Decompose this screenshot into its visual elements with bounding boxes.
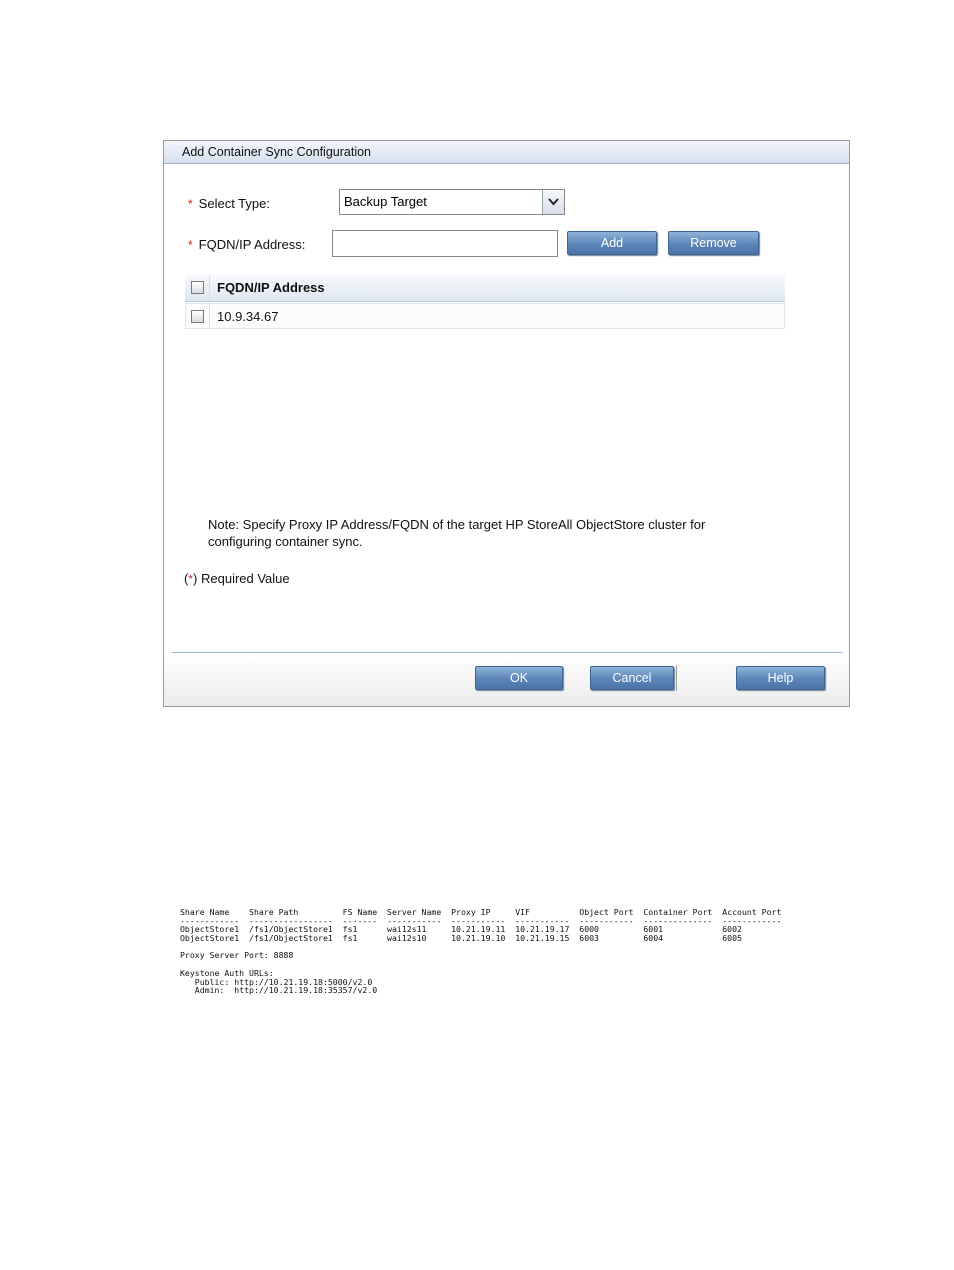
console-line	[180, 960, 860, 969]
note-text: Note: Specify Proxy IP Address/FQDN of the target HP StoreAll ObjectStore cluster for configuring container sync.	[208, 517, 706, 549]
help-button[interactable]: Help	[736, 666, 825, 690]
footer-divider	[172, 652, 843, 653]
address-label-text: FQDN/IP Address:	[198, 237, 306, 252]
row-address: 10.9.34.67	[217, 309, 279, 324]
console-line: Share Name Share Path FS Name Server Name Proxy IP VIF Object Port Container Port Account Port	[180, 907, 782, 917]
select-all-checkbox[interactable]	[191, 281, 204, 294]
add-button[interactable]: Add	[567, 231, 657, 255]
remove-button[interactable]: Remove	[668, 231, 759, 255]
table-row[interactable]	[185, 303, 785, 329]
required-marker: *	[188, 238, 193, 252]
cancel-button[interactable]: Cancel	[590, 666, 674, 690]
address-label	[188, 237, 305, 252]
select-type-label-text: Select Type:	[198, 196, 270, 211]
button-separator	[676, 665, 677, 691]
required-marker: *	[188, 572, 194, 586]
console-line: Admin: http://10.21.19.18:35357/v2.0	[180, 985, 378, 996]
select-type-dropdown[interactable]	[339, 189, 565, 215]
console-line: ObjectStore1 /fs1/ObjectStore1 fs1 wai12s11 10.21.19.11 10.21.19.17 6000 6001 6002	[180, 924, 742, 935]
address-table	[185, 275, 785, 329]
console-line: ObjectStore1 /fs1/ObjectStore1 fs1 wai12s10 10.21.19.10 10.21.19.15 6003 6004 6005	[180, 933, 742, 944]
chevron-down-icon[interactable]	[542, 190, 564, 214]
console-line: Public: http://10.21.19.18:5000/v2.0	[180, 976, 373, 987]
column-header-address: FQDN/IP Address	[217, 280, 325, 295]
ok-button[interactable]: OK	[475, 666, 563, 690]
paren-close: )	[193, 571, 198, 586]
console-line: Keystone Auth URLs:	[180, 967, 274, 978]
column-divider	[209, 304, 210, 328]
paren-open: (	[184, 571, 189, 586]
console-line: ------------ ----------------- ------- ----------- ----------- ----------- ----------- -------------- ------------	[180, 915, 782, 926]
dialog-title: Add Container Sync Configuration	[164, 141, 849, 164]
select-type-label	[188, 196, 270, 211]
column-divider	[209, 275, 210, 301]
console-line: Proxy Server Port: 8888	[180, 950, 294, 961]
required-value-legend	[184, 571, 290, 586]
console-output	[180, 908, 860, 995]
address-input[interactable]	[332, 230, 558, 257]
required-value-text: Required Value	[200, 571, 290, 586]
row-checkbox[interactable]	[191, 310, 204, 323]
add-container-sync-dialog	[163, 140, 850, 707]
table-header	[185, 275, 785, 302]
required-marker: *	[188, 197, 193, 211]
select-type-value: Backup Target	[344, 194, 427, 209]
